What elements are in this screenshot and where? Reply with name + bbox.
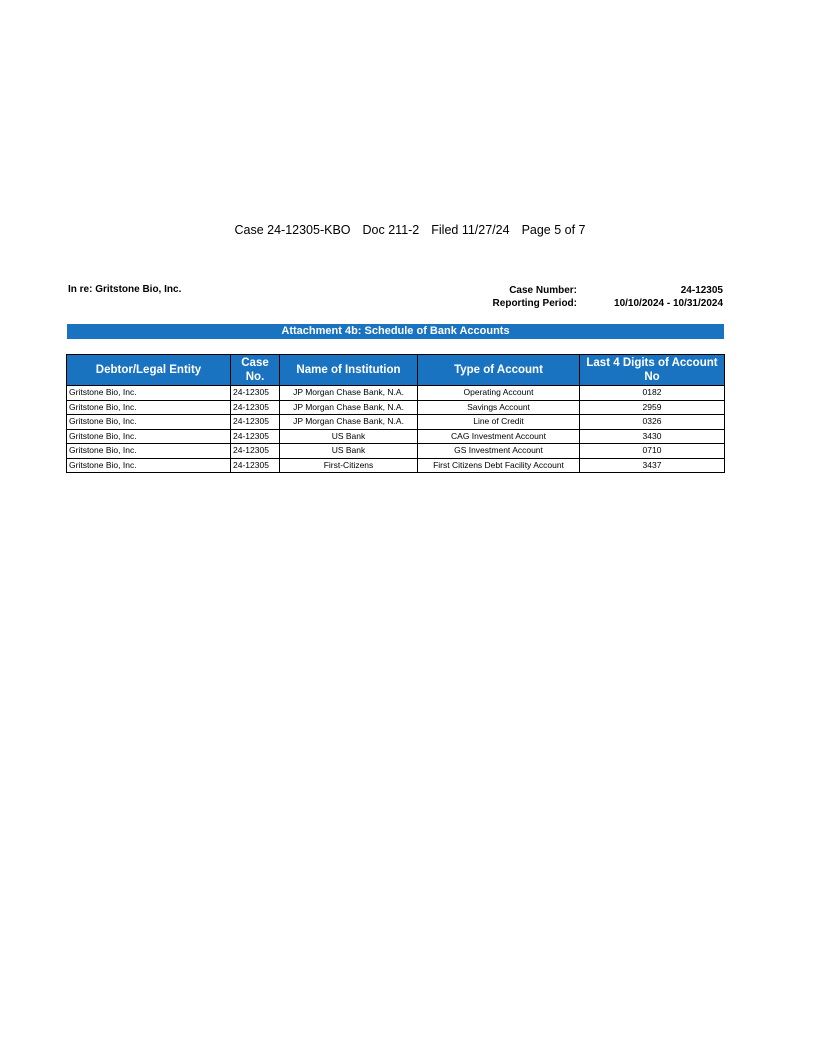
cell-case-no: 24-12305 [231,458,280,473]
table-row [67,386,725,401]
cell-debtor: Gritstone Bio, Inc. [67,415,231,430]
cell-account-type: Savings Account [418,400,580,415]
attachment-title-banner: Attachment 4b: Schedule of Bank Accounts [67,324,724,339]
cell-last4: 2959 [580,400,725,415]
cell-case-no: 24-12305 [231,415,280,430]
in-re-debtor: In re: Gritstone Bio, Inc. [68,284,182,295]
case-number-label: Case Number: [509,285,577,296]
cell-last4: 0326 [580,415,725,430]
page-indicator: Page 5 of 7 [521,223,586,237]
reporting-period-row [470,297,723,310]
bank-accounts-table [66,354,725,473]
cell-institution: US Bank [280,429,418,444]
cell-account-type: First Citizens Debt Facility Account [418,458,580,473]
cell-last4: 0182 [580,386,725,401]
cell-debtor: Gritstone Bio, Inc. [67,458,231,473]
table-row [67,415,725,430]
cell-debtor: Gritstone Bio, Inc. [67,386,231,401]
filed-date: Filed 11/27/24 [431,223,510,237]
table-row [67,444,725,459]
reporting-period-label: Reporting Period: [492,298,577,309]
cell-institution: US Bank [280,444,418,459]
cell-account-type: Line of Credit [418,415,580,430]
cell-last4: 0710 [580,444,725,459]
table-row [67,458,725,473]
cell-account-type: CAG Investment Account [418,429,580,444]
table-header-row [67,355,725,386]
header-last4: Last 4 Digits of Account No [580,355,725,386]
cell-case-no: 24-12305 [231,444,280,459]
cell-debtor: Gritstone Bio, Inc. [67,400,231,415]
cell-last4: 3437 [580,458,725,473]
cell-account-type: GS Investment Account [418,444,580,459]
doc-id: Doc 211-2 [362,223,420,237]
header-account-type: Type of Account [418,355,580,386]
header-debtor: Debtor/Legal Entity [67,355,231,386]
cell-institution: First-Citizens [280,458,418,473]
cell-case-no: 24-12305 [231,386,280,401]
cell-debtor: Gritstone Bio, Inc. [67,444,231,459]
cell-institution: JP Morgan Chase Bank, N.A. [280,400,418,415]
table-row [67,429,725,444]
cell-debtor: Gritstone Bio, Inc. [67,429,231,444]
cell-account-type: Operating Account [418,386,580,401]
reporting-period-value: 10/10/2024 - 10/31/2024 [614,298,723,309]
header-institution: Name of Institution [280,355,418,386]
cell-last4: 3430 [580,429,725,444]
case-number-row [470,284,723,297]
cell-case-no: 24-12305 [231,429,280,444]
case-id: Case 24-12305-KBO [234,223,351,237]
cell-institution: JP Morgan Chase Bank, N.A. [280,386,418,401]
cell-case-no: 24-12305 [231,400,280,415]
case-info-block [470,284,723,310]
table-row [67,400,725,415]
case-number-value: 24-12305 [680,285,723,296]
cell-institution: JP Morgan Chase Bank, N.A. [280,415,418,430]
court-filing-header [0,223,820,237]
header-case-no: Case No. [231,355,280,386]
